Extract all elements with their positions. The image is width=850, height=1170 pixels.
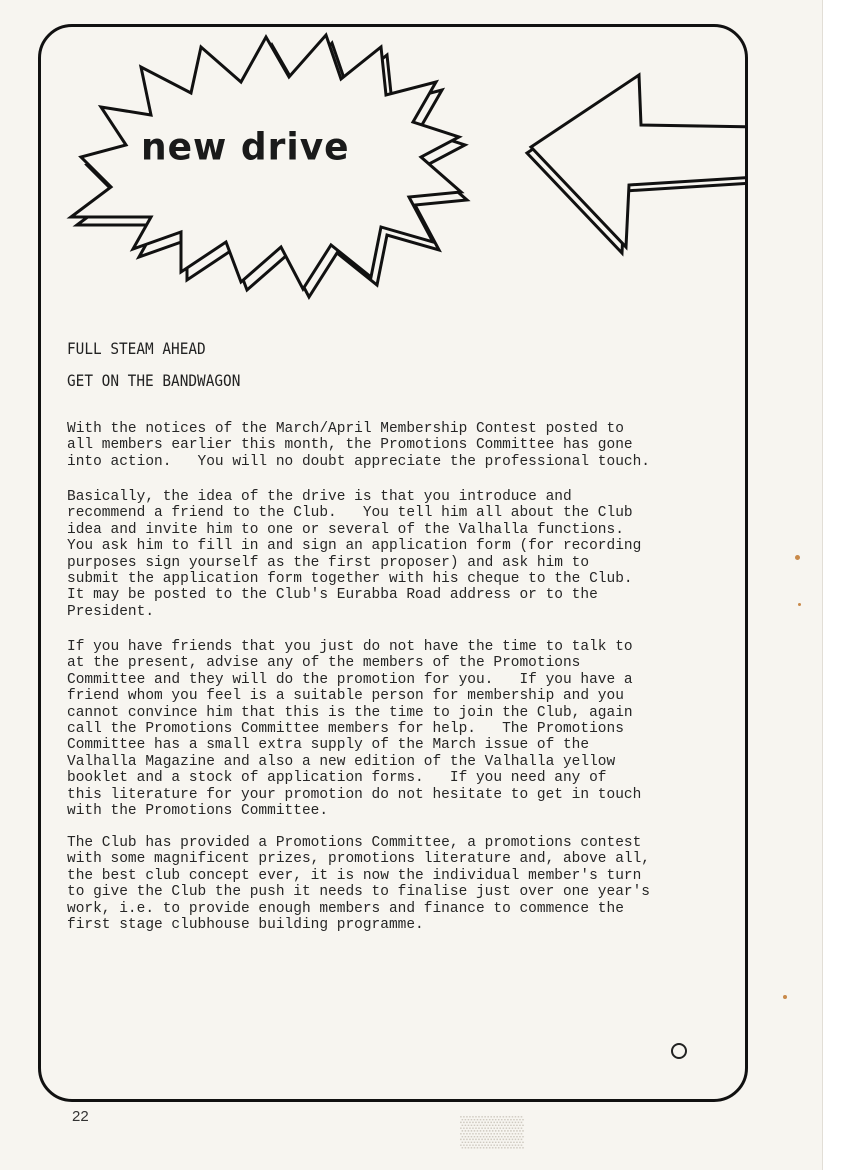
subhead-1: FULL STEAM AHEAD xyxy=(67,339,206,358)
paragraph-3: If you have friends that you just do not have the time to talk to at the present, advise any of the members of the Promotions Committee and they will do the promotion for you. If you have a friend whom you feel is a suitable person for membership and you cannot convince him that this is the time to join the Club, again call the Promotions Committee members for help. The Promotions Committee has a small extra supply of the March issue of the Valhalla Magazine and also a new edition of the Valhalla yellow booklet and a stock of application forms. If you need any of this literature for your promotion do not hesitate to get in touch with the Promotions Committee. xyxy=(67,639,642,820)
paper-spot xyxy=(795,555,800,560)
paragraph-1: With the notices of the March/April Membership Contest posted to all members earlier this month, the Promotions Committee has gone into action. You will no doubt appreciate the professional touch. xyxy=(67,421,650,470)
paragraph-4: The Club has provided a Promotions Committee, a promotions contest with some magnificent prizes, promotions literature and, above all, the best club concept ever, it is now the individual member's turn to give the Club the push it needs to finalise just over one year's work, i.e. to provide enough members and finance to commence the first stage clubhouse building programme. xyxy=(67,835,650,934)
subhead-2: GET ON THE BANDWAGON xyxy=(67,371,241,390)
paper-spot xyxy=(798,603,801,606)
headline: new drive xyxy=(141,125,350,170)
arrow-shape xyxy=(531,75,748,247)
paper-spot xyxy=(783,995,787,999)
punch-hole-mark xyxy=(671,1043,687,1059)
burst-and-arrow-illustration xyxy=(41,27,748,327)
page-edge xyxy=(822,0,850,1170)
article-frame xyxy=(38,24,748,1102)
page-number: 22 xyxy=(72,1108,89,1125)
show-through-text: ▒▒▒ xyxy=(460,1115,524,1148)
paragraph-2: Basically, the idea of the drive is that you introduce and recommend a friend to the Club. You tell him all about the Club idea and invite him to one or several of the Valhalla functions. You ask him to fill in and sign an application form (for recording purposes sign yourself as the first proposer) and ask him to submit the application form together with his cheque to the Club. It may be posted to the Club's Eurabba Road address or to the President. xyxy=(67,489,642,620)
